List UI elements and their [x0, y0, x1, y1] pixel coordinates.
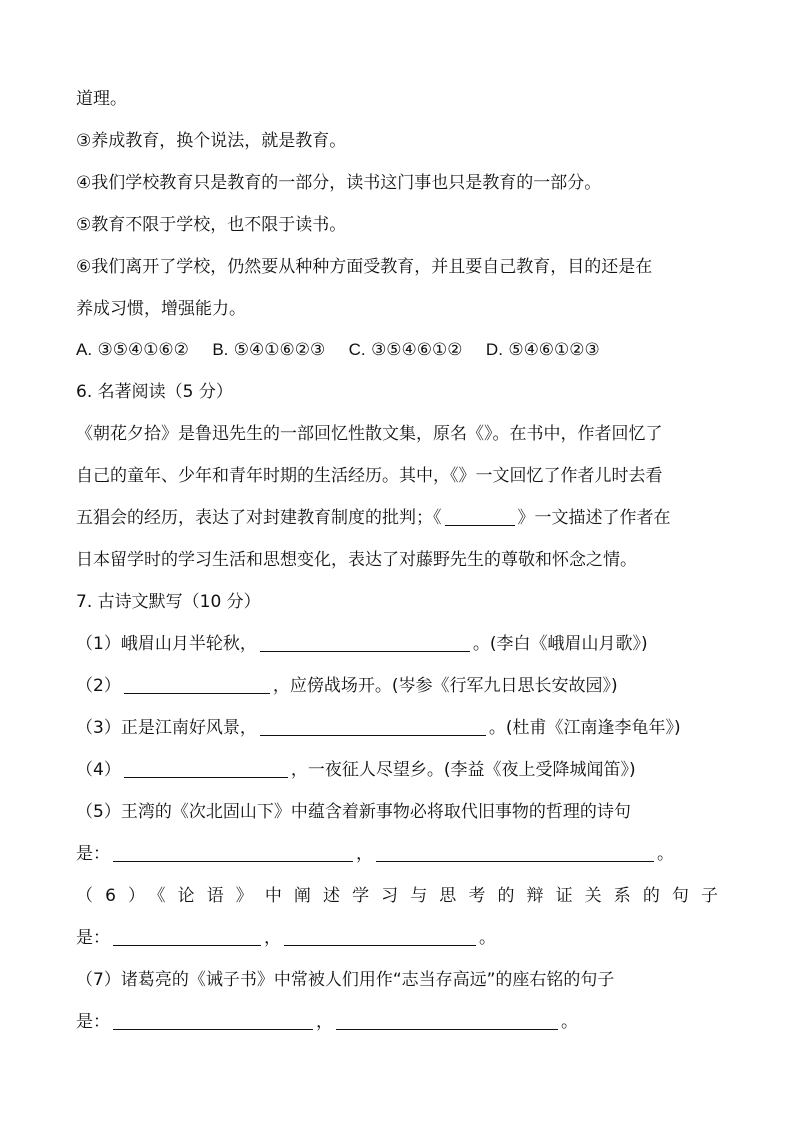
text-line: 《朝花夕拾》是鲁迅先生的一部回忆性散文集，原名《》。在书中，作者回忆了 — [76, 424, 663, 444]
answer-blank[interactable] — [124, 759, 288, 778]
answer-blank[interactable] — [445, 507, 515, 526]
answer-blank[interactable] — [260, 633, 470, 652]
poem-item-5: （5）王湾的《次北固山下》中蕴含着新事物必将取代旧事物的哲理的诗句 — [76, 802, 631, 822]
answer-blank[interactable] — [124, 675, 270, 694]
answer-options — [76, 339, 720, 361]
text-line: 自己的童年、少年和青年时期的生活经历。其中，《》一文回忆了作者儿时去看 — [76, 466, 663, 486]
text-line: 五猖会的经历，表达了对封建教育制度的批判；《 》一文描述了作者在 — [76, 508, 671, 528]
poem-item-3: （3）正是江南好风景， 。(杜甫《江南逢李龟年》) — [76, 718, 681, 738]
option-b: B. ⑤④①⑥②③ — [212, 340, 326, 360]
option-c: C. ③⑤④⑥①② — [348, 340, 463, 360]
answer-blank[interactable] — [113, 927, 261, 946]
text-line: 日本留学时的学习生活和思想变化，表达了对藤野先生的尊敬和怀念之情。 — [76, 550, 637, 570]
poem-item-2: （2） ，应傍战场开。(岑参《行军九日思长安故园》) — [76, 676, 618, 696]
poem-item-7: （7）诸葛亮的《诫子书》中常被人们用作“志当存高远”的座右铭的句子 — [76, 970, 615, 990]
option-a: A. ③⑤④①⑥② — [76, 340, 189, 360]
answer-blank[interactable] — [376, 843, 654, 862]
question-6-title: 6. 名著阅读（5 分） — [76, 382, 233, 402]
option-d: D. ⑤④⑥①②③ — [485, 340, 600, 360]
text-line: ⑤教育不限于学校，也不限于读书。 — [76, 215, 347, 235]
text-line: 养成习惯，增强能力。 — [76, 299, 246, 319]
poem-item-6-answer: 是： ， 。 — [76, 928, 496, 948]
poem-item-7-answer: 是： ， 。 — [76, 1012, 578, 1032]
text-line: ④我们学校教育只是教育的一部分，读书这门事也只是教育的一部分。 — [76, 173, 602, 193]
answer-blank[interactable] — [113, 843, 353, 862]
poem-item-4: （4） ，一夜征人尽望乡。(李益《夜上受降城闻笛》) — [76, 760, 636, 780]
answer-blank[interactable] — [284, 927, 476, 946]
poem-item-1: （1）峨眉山月半轮秋， 。(李白《峨眉山月歌》) — [76, 634, 648, 654]
text-line: ⑥我们离开了学校，仍然要从种种方面受教育，并且要自己教育，目的还是在 — [76, 257, 653, 277]
poem-item-5-answer: 是： ， 。 — [76, 844, 674, 864]
answer-blank[interactable] — [260, 717, 486, 736]
poem-item-6: （6）《论语》中阐述学习与思考的辩证关系的句子 — [76, 886, 720, 906]
answer-blank[interactable] — [113, 1011, 313, 1030]
text-line: ③养成教育，换个说法，就是教育。 — [76, 131, 347, 151]
question-7-title: 7. 古诗文默写（10 分） — [76, 592, 261, 612]
text-line: 道理。 — [76, 89, 127, 109]
answer-blank[interactable] — [336, 1011, 558, 1030]
